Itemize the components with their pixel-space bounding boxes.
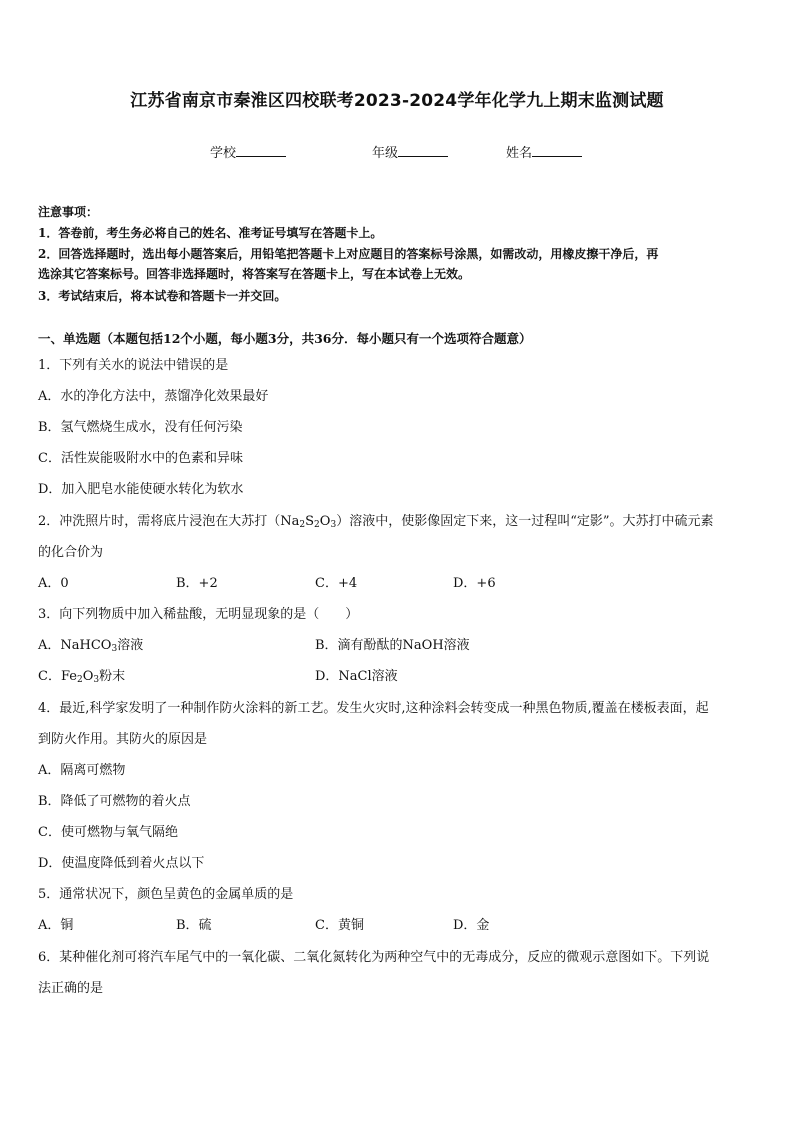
school-blank: [236, 144, 286, 157]
notice-item-2-line2: 选涂其它答案标号。回答非选择题时，将答案写在答题卡上，写在本试卷上无效。: [38, 267, 471, 281]
question-1-stem: 1．下列有关水的说法中错误的是: [38, 358, 229, 373]
question-6-stem-line1: 6．某种催化剂可将汽车尾气中的一氧化碳、二氧化氮转化为两种空气中的无毒成分，反应的微观示意图如下。下列说: [38, 950, 710, 965]
grade-field: [372, 142, 448, 161]
notice-heading: 注意事项：: [38, 205, 99, 219]
question-2-stem-line2: 的化合价为: [38, 545, 104, 560]
school-field: [210, 142, 286, 161]
question-1-option-a: A．水的净化方法中，蒸馏净化效果最好: [38, 389, 269, 404]
question-1-option-d: D．加入肥皂水能使硬水转化为软水: [38, 482, 244, 497]
question-6-stem-line2: 法正确的是: [38, 981, 104, 996]
notice-item-1: 1．答卷前，考生务必将自己的姓名、准考证号填写在答题卡上。: [38, 226, 383, 240]
question-3-option-d: D．NaCl溶液: [315, 669, 398, 684]
question-1-option-b: B．氢气燃烧生成水，没有任何污染: [38, 420, 243, 435]
section-heading: 一、单选题（本题包括12个小题，每小题3分，共36分．每小题只有一个选项符合题意）: [38, 331, 532, 346]
name-label: 姓名: [506, 146, 533, 161]
question-4-option-b: B．降低了可燃物的着火点: [38, 794, 191, 809]
name-field: [506, 142, 582, 161]
question-5-option-d: D．金: [453, 918, 490, 933]
grade-label: 年级: [372, 146, 399, 161]
question-5-option-c: C．黄铜: [315, 918, 364, 933]
question-4-option-c: C．使可燃物与氧气隔绝: [38, 825, 178, 840]
question-5-stem: 5．通常状况下，颜色呈黄色的金属单质的是: [38, 887, 294, 902]
question-4-stem-line2: 到防火作用。其防火的原因是: [38, 732, 208, 747]
question-4-stem-line1: 4．最近,科学家发明了一种制作防火涂料的新工艺。发生火灾时,这种涂料会转变成一种黑色物质,覆盖在楼板表面，起: [38, 701, 709, 716]
page-title: 江苏省南京市秦淮区四校联考2023-2024学年化学九上期末监测试题: [130, 91, 664, 111]
question-3-option-b: B．滴有酚酞的NaOH溶液: [315, 638, 470, 653]
question-2-option-a: A．0: [38, 576, 69, 591]
name-blank: [532, 144, 582, 157]
question-4-option-a: A．隔离可燃物: [38, 763, 126, 778]
grade-blank: [398, 144, 448, 157]
question-2-stem: 2．冲洗照片时，需将底片浸泡在大苏打$(Na_2S_2O_3)$溶液中，使影像固定下来，这一过程叫“定影”。大苏打中硫元素: [38, 514, 714, 530]
question-2-option-d: D．+6: [453, 576, 496, 591]
question-4-option-d: D．使温度降低到着火点以下: [38, 856, 205, 871]
question-3-option-c: C．$Fe_2O_3$粉末: [38, 669, 126, 685]
question-3-stem: 3．向下列物质中加入稀盐酸，无明显现象的是（ ）: [38, 607, 359, 622]
notice-item-2-line1: 2．回答选择题时，选出每小题答案后，用铅笔把答题卡上对应题目的答案标号涂黑，如需改动，用橡皮擦干净后，再: [38, 247, 659, 261]
question-5-option-b: B．硫: [176, 918, 212, 933]
school-label: 学校: [210, 146, 237, 161]
question-2-option-c: C．+4: [315, 576, 358, 591]
notice-item-3: 3．考试结束后，将本试卷和答题卡一并交回。: [38, 289, 287, 303]
question-1-option-c: C．活性炭能吸附水中的色素和异味: [38, 451, 243, 466]
question-3-option-a: A．NaHCO$_3$溶液: [38, 638, 144, 654]
question-5-option-a: A．铜: [38, 918, 74, 933]
question-2-option-b: B．+2: [176, 576, 218, 591]
